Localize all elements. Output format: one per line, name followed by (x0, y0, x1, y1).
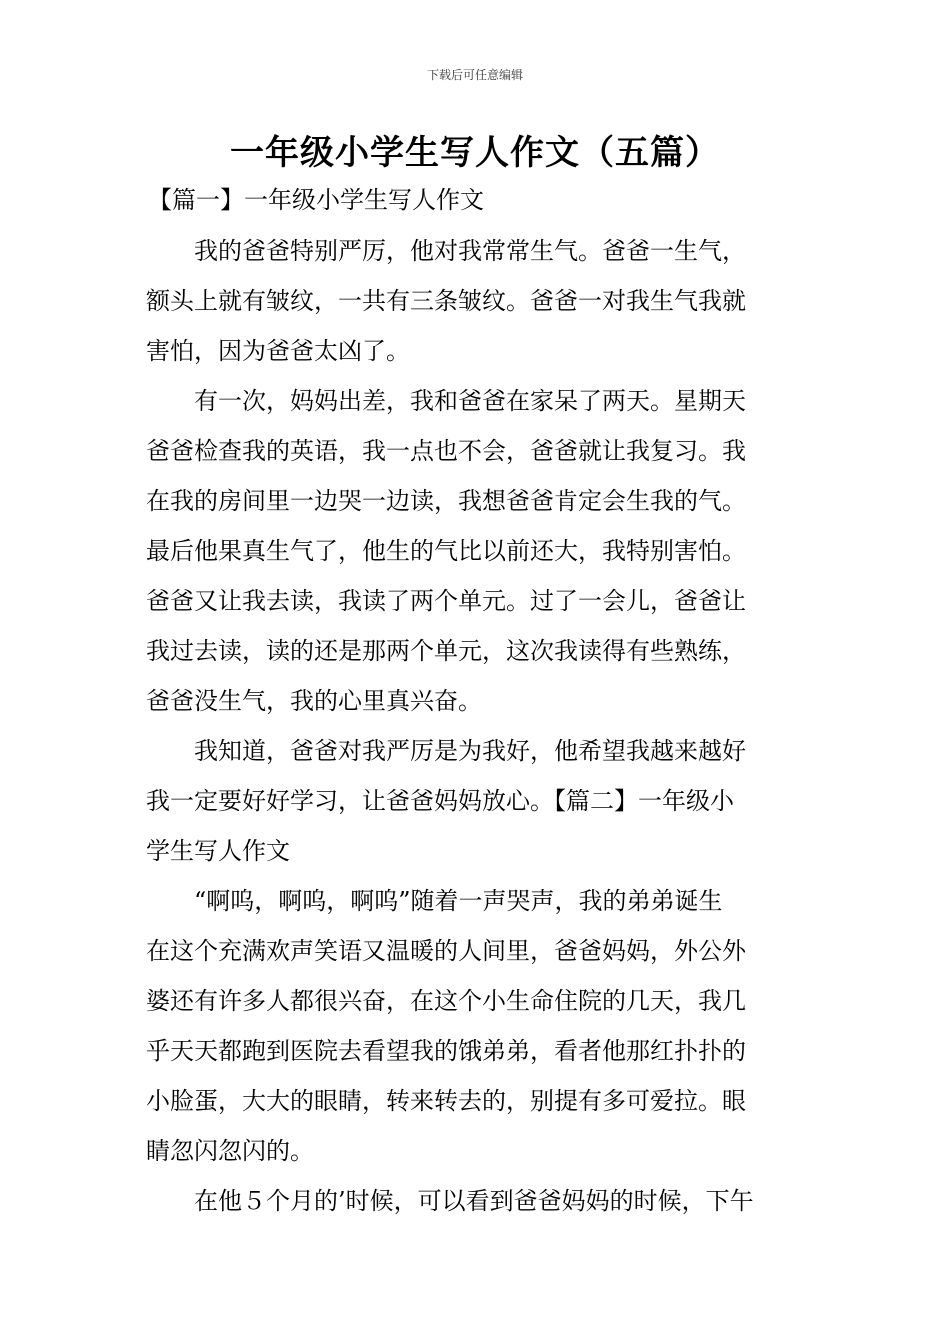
text-line: 我的爸爸特别严厉，他对我常常生气。爸爸一生气， (146, 237, 746, 265)
text-line: 爸爸检查我的英语，我一点也不会，爸爸就让我复习。我 (146, 437, 746, 465)
text-line: 婆还有许多人都很兴奋，在这个小生命住院的几天，我几 (146, 987, 746, 1015)
text-line: 害怕，因为爸爸太凶了。 (146, 337, 410, 365)
text-line: 乎天天都跑到医院去看望我的饿弟弟，看者他那红扑扑的 (146, 1037, 746, 1065)
section-heading: 【篇一】一年级小学生写人作文 (148, 186, 484, 214)
header-note: 下载后可任意编辑 (426, 68, 523, 82)
text-line: “啊呜，啊呜，啊呜”随着一声哭声，我的弟弟诞生 (146, 887, 723, 915)
text-line: 爸爸没生气，我的心里真兴奋。 (146, 687, 482, 715)
text-line: 最后他果真生气了，他生的气比以前还大，我特别害怕。 (146, 537, 746, 565)
text-line: 在他５个月的’时候，可以看到爸爸妈妈的时候，下午 (146, 1187, 754, 1215)
text-line: 爸爸又让我去读，我读了两个单元。过了一会儿，爸爸让 (146, 587, 746, 615)
text-line: 在我的房间里一边哭一边读，我想爸爸肯定会生我的气。 (146, 487, 746, 515)
text-line: 额头上就有皱纹，一共有三条皱纹。爸爸一对我生气我就 (146, 287, 746, 315)
text-line: 学生写人作文 (146, 837, 290, 865)
body-text (146, 226, 808, 1226)
text-line: 我一定要好好学习，让爸爸妈妈放心。【篇二】一年级小 (146, 787, 734, 815)
text-line: 在这个充满欢声笑语又温暖的人间里，爸爸妈妈，外公外 (146, 937, 746, 965)
text-line: 我过去读，读的还是那两个单元，这次我读得有些熟练， (146, 637, 746, 665)
text-line: 小脸蛋，大大的眼睛，转来转去的，别提有多可爱拉。眼 (146, 1087, 746, 1115)
text-line: 有一次，妈妈出差，我和爸爸在家呆了两天。星期天 (146, 387, 746, 415)
page-title: 一年级小学生写人作文（五篇） (230, 133, 720, 173)
text-line: 睛忽闪忽闪的。 (146, 1137, 314, 1165)
text-line: 我知道，爸爸对我严厉是为我好，他希望我越来越好 (146, 737, 746, 765)
